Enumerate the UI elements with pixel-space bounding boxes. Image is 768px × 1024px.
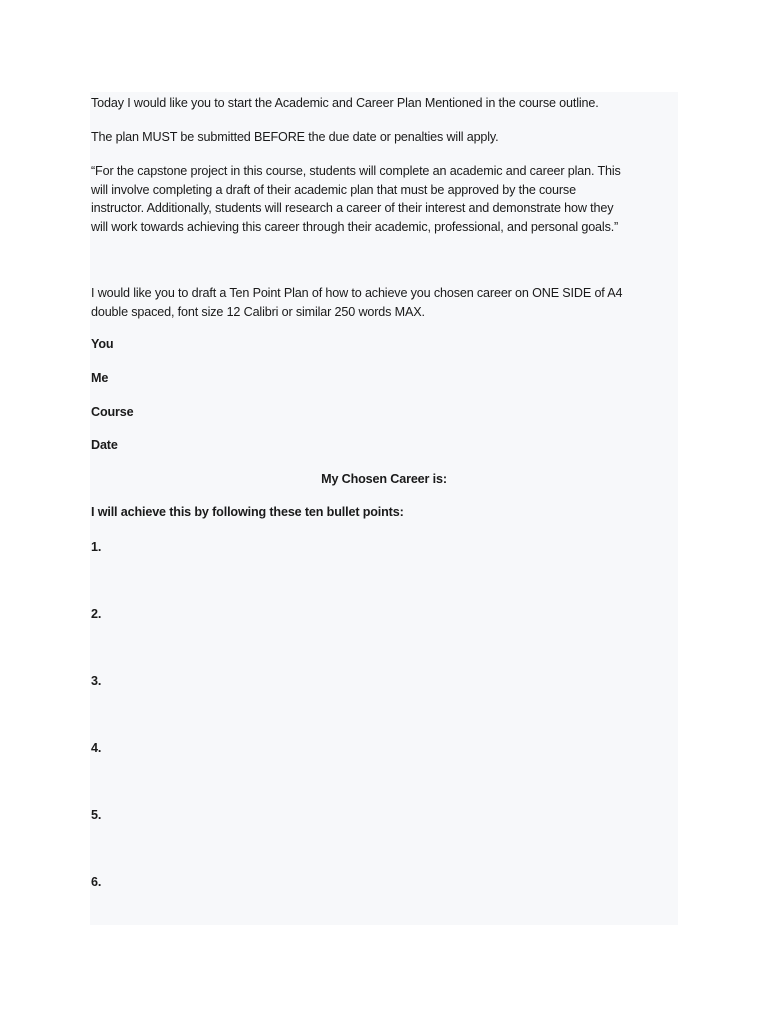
career-heading: My Chosen Career is:	[321, 472, 447, 486]
quote-line: instructor. Additionally, students will research a career of their interest and demonstrate how they	[91, 201, 614, 216]
instructions-line: I would like you to draft a Ten Point Plan of how to achieve you chosen career on ONE SIDE of A4	[91, 286, 623, 300]
list-number-3: 3.	[91, 674, 102, 688]
intro-text: Today I would like you to start the Academic and Career Plan Mentioned in the course outline.	[91, 96, 599, 110]
field-course: Course	[91, 405, 134, 419]
bullets-intro: I will achieve this by following these ten bullet points:	[91, 505, 404, 519]
field-me: Me	[91, 371, 109, 385]
list-number-4: 4.	[91, 741, 102, 755]
list-number-5: 5.	[91, 808, 102, 822]
instructions-line: double spaced, font size 12 Calibri or similar 250 words MAX.	[91, 304, 425, 319]
field-you: You	[91, 337, 114, 351]
quote-line: will work towards achieving this career through their academic, professional, and personal goals.”	[91, 219, 619, 234]
quote-line: will involve completing a draft of their academic plan that must be approved by the course	[91, 182, 576, 197]
field-date: Date	[91, 438, 118, 452]
document-page	[90, 92, 678, 925]
list-number-1: 1.	[91, 540, 102, 554]
deadline-text: The plan MUST be submitted BEFORE the due date or penalties will apply.	[91, 130, 499, 144]
list-number-6: 6.	[91, 875, 102, 889]
list-number-2: 2.	[91, 607, 102, 621]
quote-line: “For the capstone project in this course, students will complete an academic and career plan. This	[91, 164, 621, 178]
